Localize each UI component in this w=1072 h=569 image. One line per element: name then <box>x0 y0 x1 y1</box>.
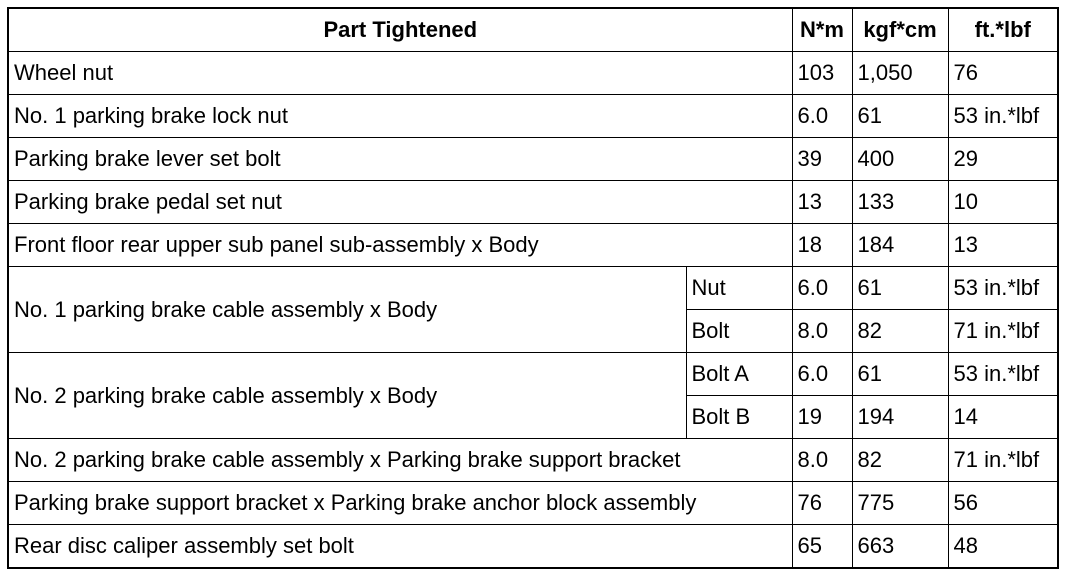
kgf-cell: 61 <box>852 267 948 310</box>
nm-cell: 8.0 <box>792 310 852 353</box>
table-row <box>8 95 1058 138</box>
header-nm: N*m <box>792 8 852 52</box>
nm-cell: 103 <box>792 52 852 95</box>
kgf-cell: 82 <box>852 439 948 482</box>
ft-cell: 76 <box>948 52 1058 95</box>
ft-cell: 56 <box>948 482 1058 525</box>
part-cell: No. 2 parking brake cable assembly x Body <box>8 353 686 439</box>
table-row <box>8 525 1058 569</box>
ft-cell: 53 in.*lbf <box>948 353 1058 396</box>
kgf-cell: 194 <box>852 396 948 439</box>
fastener-cell: Bolt A <box>686 353 792 396</box>
nm-cell: 6.0 <box>792 267 852 310</box>
kgf-cell: 400 <box>852 138 948 181</box>
ft-cell: 71 in.*lbf <box>948 310 1058 353</box>
kgf-cell: 184 <box>852 224 948 267</box>
nm-cell: 8.0 <box>792 439 852 482</box>
part-cell: Parking brake pedal set nut <box>8 181 792 224</box>
ft-cell: 48 <box>948 525 1058 569</box>
ft-cell: 13 <box>948 224 1058 267</box>
header-part-tightened: Part Tightened <box>8 8 792 52</box>
header-row <box>8 8 1058 52</box>
ft-cell: 53 in.*lbf <box>948 267 1058 310</box>
ft-cell: 10 <box>948 181 1058 224</box>
part-cell: Front floor rear upper sub panel sub-assembly x Body <box>8 224 792 267</box>
nm-cell: 65 <box>792 525 852 569</box>
part-cell: Rear disc caliper assembly set bolt <box>8 525 792 569</box>
ft-cell: 71 in.*lbf <box>948 439 1058 482</box>
part-cell: No. 1 parking brake lock nut <box>8 95 792 138</box>
table-row <box>8 224 1058 267</box>
part-cell: Parking brake support bracket x Parking brake anchor block assembly <box>8 482 792 525</box>
kgf-cell: 133 <box>852 181 948 224</box>
kgf-cell: 1,050 <box>852 52 948 95</box>
table-row <box>8 482 1058 525</box>
part-cell: Wheel nut <box>8 52 792 95</box>
torque-spec-table <box>7 7 1059 569</box>
table-row <box>8 138 1058 181</box>
ft-cell: 53 in.*lbf <box>948 95 1058 138</box>
nm-cell: 19 <box>792 396 852 439</box>
nm-cell: 6.0 <box>792 95 852 138</box>
part-cell: No. 2 parking brake cable assembly x Parking brake support bracket <box>8 439 792 482</box>
fastener-cell: Bolt <box>686 310 792 353</box>
part-cell: No. 1 parking brake cable assembly x Body <box>8 267 686 353</box>
nm-cell: 39 <box>792 138 852 181</box>
fastener-cell: Nut <box>686 267 792 310</box>
kgf-cell: 775 <box>852 482 948 525</box>
table-row <box>8 439 1058 482</box>
kgf-cell: 61 <box>852 353 948 396</box>
kgf-cell: 61 <box>852 95 948 138</box>
table-row <box>8 267 1058 310</box>
kgf-cell: 82 <box>852 310 948 353</box>
nm-cell: 76 <box>792 482 852 525</box>
table-row <box>8 52 1058 95</box>
part-cell: Parking brake lever set bolt <box>8 138 792 181</box>
table-row <box>8 181 1058 224</box>
ft-cell: 14 <box>948 396 1058 439</box>
table-row <box>8 353 1058 396</box>
header-kgf-cm: kgf*cm <box>852 8 948 52</box>
nm-cell: 6.0 <box>792 353 852 396</box>
nm-cell: 13 <box>792 181 852 224</box>
fastener-cell: Bolt B <box>686 396 792 439</box>
header-ft-lbf: ft.*lbf <box>948 8 1058 52</box>
kgf-cell: 663 <box>852 525 948 569</box>
ft-cell: 29 <box>948 138 1058 181</box>
nm-cell: 18 <box>792 224 852 267</box>
